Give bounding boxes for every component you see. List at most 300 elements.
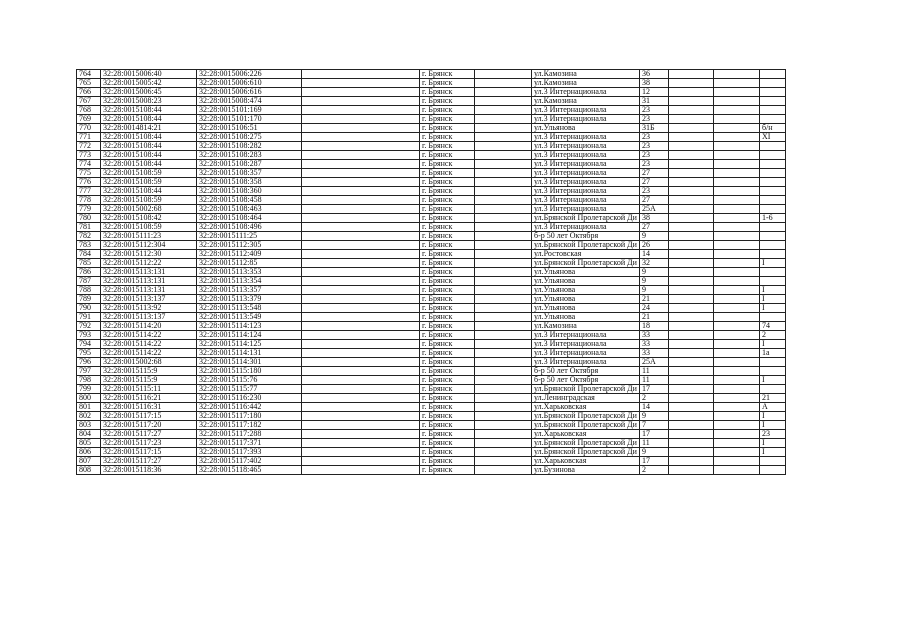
parcel-number-cell: 32:28:0015008:23 <box>101 97 197 106</box>
empty-cell <box>669 421 714 430</box>
street-cell: ул.Брянской Пролетарской Ди <box>532 421 640 430</box>
empty-cell <box>475 250 532 259</box>
extra-cell <box>760 115 786 124</box>
object-number-cell: 32:28:0015008:474 <box>197 97 302 106</box>
empty-cell <box>669 331 714 340</box>
parcel-number-cell: 32:28:0015006:45 <box>101 88 197 97</box>
extra-cell: I <box>760 439 786 448</box>
row-number-cell: 765 <box>77 79 101 88</box>
table-row <box>77 340 786 349</box>
parcel-number-cell: 32:28:0015108:44 <box>101 160 197 169</box>
city-cell: г. Брянск <box>420 295 475 304</box>
street-cell: ул.Брянской Пролетарской Ди <box>532 412 640 421</box>
table-row <box>77 349 786 358</box>
empty-cell <box>475 277 532 286</box>
empty-cell <box>475 223 532 232</box>
empty-cell <box>475 430 532 439</box>
empty-cell <box>714 268 760 277</box>
empty-cell <box>669 169 714 178</box>
empty-cell <box>475 358 532 367</box>
empty-cell <box>302 421 420 430</box>
city-cell: г. Брянск <box>420 232 475 241</box>
empty-cell <box>669 268 714 277</box>
empty-cell <box>669 349 714 358</box>
street-cell: ул.Ростовская <box>532 250 640 259</box>
empty-cell <box>302 133 420 142</box>
row-number-cell: 807 <box>77 457 101 466</box>
city-cell: г. Брянск <box>420 358 475 367</box>
parcel-number-cell: 32:28:0015108:59 <box>101 178 197 187</box>
parcel-number-cell: 32:28:0015114:20 <box>101 322 197 331</box>
empty-cell <box>475 286 532 295</box>
row-number-cell: 783 <box>77 241 101 250</box>
object-number-cell: 32:28:0015114:124 <box>197 331 302 340</box>
parcel-number-cell: 32:28:0015108:59 <box>101 196 197 205</box>
empty-cell <box>669 385 714 394</box>
city-cell: г. Брянск <box>420 214 475 223</box>
extra-cell <box>760 97 786 106</box>
extra-cell: 1-6 <box>760 214 786 223</box>
object-number-cell: 32:28:0015117:180 <box>197 412 302 421</box>
house-number-cell: 26 <box>640 241 669 250</box>
empty-cell <box>475 133 532 142</box>
empty-cell <box>302 187 420 196</box>
city-cell: г. Брянск <box>420 349 475 358</box>
city-cell: г. Брянск <box>420 448 475 457</box>
parcel-number-cell: 32:28:0015112:22 <box>101 259 197 268</box>
parcel-number-cell: 32:28:0015113:131 <box>101 277 197 286</box>
empty-cell <box>302 313 420 322</box>
street-cell: б-р 50 лет Октября <box>532 376 640 385</box>
row-number-cell: 773 <box>77 151 101 160</box>
object-number-cell: 32:28:0015108:275 <box>197 133 302 142</box>
empty-cell <box>475 142 532 151</box>
table-row <box>77 187 786 196</box>
parcel-number-cell: 32:28:0015108:44 <box>101 142 197 151</box>
extra-cell <box>760 358 786 367</box>
city-cell: г. Брянск <box>420 178 475 187</box>
street-cell: ул.3 Интернационала <box>532 106 640 115</box>
parcel-number-cell: 32:28:0015116:31 <box>101 403 197 412</box>
registry-table <box>76 69 786 475</box>
parcel-number-cell: 32:28:0015116:21 <box>101 394 197 403</box>
empty-cell <box>714 124 760 133</box>
empty-cell <box>714 169 760 178</box>
empty-cell <box>302 115 420 124</box>
city-cell: г. Брянск <box>420 376 475 385</box>
table-row <box>77 106 786 115</box>
empty-cell <box>714 133 760 142</box>
city-cell: г. Брянск <box>420 394 475 403</box>
city-cell: г. Брянск <box>420 133 475 142</box>
empty-cell <box>302 241 420 250</box>
empty-cell <box>475 322 532 331</box>
house-number-cell: 23 <box>640 133 669 142</box>
house-number-cell: 23 <box>640 187 669 196</box>
parcel-number-cell: 32:28:0015112:304 <box>101 241 197 250</box>
city-cell: г. Брянск <box>420 466 475 475</box>
table-row <box>77 70 786 79</box>
empty-cell <box>475 232 532 241</box>
extra-cell <box>760 277 786 286</box>
empty-cell <box>669 367 714 376</box>
empty-cell <box>714 79 760 88</box>
table-row <box>77 124 786 133</box>
object-number-cell: 32:28:0015108:287 <box>197 160 302 169</box>
street-cell: ул.Бузинова <box>532 466 640 475</box>
parcel-number-cell: 32:28:0015117:20 <box>101 421 197 430</box>
empty-cell <box>302 403 420 412</box>
house-number-cell: 2 <box>640 394 669 403</box>
city-cell: г. Брянск <box>420 340 475 349</box>
row-number-cell: 779 <box>77 205 101 214</box>
table-row <box>77 250 786 259</box>
city-cell: г. Брянск <box>420 205 475 214</box>
table-row <box>77 205 786 214</box>
house-number-cell: 38 <box>640 79 669 88</box>
empty-cell <box>669 178 714 187</box>
row-number-cell: 805 <box>77 439 101 448</box>
parcel-number-cell: 32:28:0015002:68 <box>101 205 197 214</box>
table-row <box>77 214 786 223</box>
extra-cell <box>760 241 786 250</box>
empty-cell <box>475 205 532 214</box>
object-number-cell: 32:28:0015006:226 <box>197 70 302 79</box>
table-row <box>77 466 786 475</box>
empty-cell <box>475 196 532 205</box>
street-cell: ул.3 Интернационала <box>532 160 640 169</box>
row-number-cell: 776 <box>77 178 101 187</box>
object-number-cell: 32:28:0015113:354 <box>197 277 302 286</box>
row-number-cell: 808 <box>77 466 101 475</box>
empty-cell <box>714 385 760 394</box>
city-cell: г. Брянск <box>420 430 475 439</box>
object-number-cell: 32:28:0015114:301 <box>197 358 302 367</box>
empty-cell <box>714 160 760 169</box>
extra-cell <box>760 169 786 178</box>
empty-cell <box>669 241 714 250</box>
parcel-number-cell: 32:28:0015114:22 <box>101 349 197 358</box>
empty-cell <box>714 106 760 115</box>
empty-cell <box>302 304 420 313</box>
empty-cell <box>475 457 532 466</box>
object-number-cell: 32:28:0015114:123 <box>197 322 302 331</box>
table-row <box>77 160 786 169</box>
row-number-cell: 785 <box>77 259 101 268</box>
house-number-cell: 27 <box>640 169 669 178</box>
house-number-cell: 9 <box>640 448 669 457</box>
extra-cell <box>760 187 786 196</box>
table-row <box>77 448 786 457</box>
house-number-cell: 7 <box>640 421 669 430</box>
street-cell: б-р 50 лет Октября <box>532 232 640 241</box>
row-number-cell: 771 <box>77 133 101 142</box>
street-cell: ул.Ульянова <box>532 295 640 304</box>
object-number-cell: 32:28:0015115:180 <box>197 367 302 376</box>
object-number-cell: 32:28:0015115:77 <box>197 385 302 394</box>
empty-cell <box>475 115 532 124</box>
empty-cell <box>714 448 760 457</box>
house-number-cell: 12 <box>640 88 669 97</box>
object-number-cell: 32:28:0015101:170 <box>197 115 302 124</box>
extra-cell <box>760 142 786 151</box>
empty-cell <box>302 259 420 268</box>
empty-cell <box>475 160 532 169</box>
empty-cell <box>302 268 420 277</box>
city-cell: г. Брянск <box>420 268 475 277</box>
street-cell: ул.3 Интернационала <box>532 340 640 349</box>
row-number-cell: 798 <box>77 376 101 385</box>
city-cell: г. Брянск <box>420 421 475 430</box>
empty-cell <box>475 340 532 349</box>
object-number-cell: 32:28:0015108:458 <box>197 196 302 205</box>
table-row <box>77 430 786 439</box>
object-number-cell: 32:28:0015101:169 <box>197 106 302 115</box>
row-number-cell: 806 <box>77 448 101 457</box>
house-number-cell: 27 <box>640 196 669 205</box>
parcel-number-cell: 32:28:0015118:36 <box>101 466 197 475</box>
empty-cell <box>475 79 532 88</box>
empty-cell <box>302 79 420 88</box>
house-number-cell: 23 <box>640 106 669 115</box>
empty-cell <box>669 214 714 223</box>
empty-cell <box>475 331 532 340</box>
extra-cell: XI <box>760 133 786 142</box>
empty-cell <box>302 430 420 439</box>
row-number-cell: 772 <box>77 142 101 151</box>
empty-cell <box>302 439 420 448</box>
parcel-number-cell: 32:28:0015108:44 <box>101 115 197 124</box>
street-cell: ул.3 Интернационала <box>532 142 640 151</box>
table-row <box>77 169 786 178</box>
empty-cell <box>302 178 420 187</box>
empty-cell <box>475 151 532 160</box>
empty-cell <box>302 367 420 376</box>
city-cell: г. Брянск <box>420 223 475 232</box>
object-number-cell: 32:28:0015108:496 <box>197 223 302 232</box>
empty-cell <box>714 151 760 160</box>
empty-cell <box>475 97 532 106</box>
table-row <box>77 196 786 205</box>
street-cell: ул.3 Интернационала <box>532 88 640 97</box>
street-cell: ул.Ульянова <box>532 124 640 133</box>
street-cell: ул.Брянской Пролетарской Ди <box>532 214 640 223</box>
house-number-cell: 9 <box>640 286 669 295</box>
street-cell: ул.Харьковская <box>532 457 640 466</box>
empty-cell <box>669 430 714 439</box>
extra-cell: А <box>760 403 786 412</box>
street-cell: ул.3 Интернационала <box>532 223 640 232</box>
house-number-cell: 27 <box>640 223 669 232</box>
empty-cell <box>714 466 760 475</box>
empty-cell <box>714 178 760 187</box>
table-row <box>77 394 786 403</box>
street-cell: ул.Брянской Пролетарской Ди <box>532 385 640 394</box>
street-cell: б-р 50 лет Октября <box>532 367 640 376</box>
row-number-cell: 786 <box>77 268 101 277</box>
object-number-cell: 32:28:0015111:25 <box>197 232 302 241</box>
street-cell: ул.3 Интернационала <box>532 115 640 124</box>
empty-cell <box>475 169 532 178</box>
city-cell: г. Брянск <box>420 124 475 133</box>
parcel-number-cell: 32:28:0015005:42 <box>101 79 197 88</box>
table-row <box>77 322 786 331</box>
row-number-cell: 782 <box>77 232 101 241</box>
object-number-cell: 32:28:0015118:465 <box>197 466 302 475</box>
table-row <box>77 439 786 448</box>
empty-cell <box>302 349 420 358</box>
row-number-cell: 774 <box>77 160 101 169</box>
empty-cell <box>714 313 760 322</box>
row-number-cell: 802 <box>77 412 101 421</box>
row-number-cell: 794 <box>77 340 101 349</box>
empty-cell <box>475 304 532 313</box>
object-number-cell: 32:28:0015112:305 <box>197 241 302 250</box>
empty-cell <box>302 196 420 205</box>
empty-cell <box>302 340 420 349</box>
extra-cell <box>760 223 786 232</box>
row-number-cell: 777 <box>77 187 101 196</box>
street-cell: ул.Камозина <box>532 70 640 79</box>
empty-cell <box>669 124 714 133</box>
street-cell: ул.3 Интернационала <box>532 205 640 214</box>
empty-cell <box>302 124 420 133</box>
empty-cell <box>475 448 532 457</box>
street-cell: ул.3 Интернационала <box>532 196 640 205</box>
empty-cell <box>714 223 760 232</box>
house-number-cell: 33 <box>640 340 669 349</box>
table-row <box>77 115 786 124</box>
street-cell: ул.3 Интернационала <box>532 358 640 367</box>
empty-cell <box>302 70 420 79</box>
object-number-cell: 32:28:0015108:463 <box>197 205 302 214</box>
empty-cell <box>302 142 420 151</box>
empty-cell <box>669 304 714 313</box>
street-cell: ул.3 Интернационала <box>532 331 640 340</box>
house-number-cell: 17 <box>640 385 669 394</box>
empty-cell <box>714 241 760 250</box>
extra-cell <box>760 232 786 241</box>
street-cell: ул.Харьковская <box>532 403 640 412</box>
row-number-cell: 768 <box>77 106 101 115</box>
extra-cell: I <box>760 448 786 457</box>
street-cell: ул.Ульянова <box>532 277 640 286</box>
city-cell: г. Брянск <box>420 79 475 88</box>
row-number-cell: 803 <box>77 421 101 430</box>
house-number-cell: 14 <box>640 403 669 412</box>
street-cell: ул.Ульянова <box>532 313 640 322</box>
extra-cell <box>760 313 786 322</box>
object-number-cell: 32:28:0015108:360 <box>197 187 302 196</box>
empty-cell <box>302 412 420 421</box>
object-number-cell: 32:28:0015113:353 <box>197 268 302 277</box>
extra-cell: I <box>760 421 786 430</box>
empty-cell <box>475 178 532 187</box>
empty-cell <box>669 115 714 124</box>
street-cell: ул.3 Интернационала <box>532 169 640 178</box>
street-cell: ул.Брянской Пролетарской Ди <box>532 439 640 448</box>
empty-cell <box>669 448 714 457</box>
row-number-cell: 793 <box>77 331 101 340</box>
street-cell: ул.Ульянова <box>532 304 640 313</box>
empty-cell <box>714 214 760 223</box>
house-number-cell: 21 <box>640 313 669 322</box>
empty-cell <box>302 169 420 178</box>
house-number-cell: 33 <box>640 331 669 340</box>
city-cell: г. Брянск <box>420 106 475 115</box>
empty-cell <box>302 214 420 223</box>
extra-cell <box>760 160 786 169</box>
empty-cell <box>669 187 714 196</box>
empty-cell <box>475 412 532 421</box>
table-row <box>77 286 786 295</box>
empty-cell <box>669 457 714 466</box>
empty-cell <box>669 232 714 241</box>
city-cell: г. Брянск <box>420 250 475 259</box>
object-number-cell: 32:28:0015106:51 <box>197 124 302 133</box>
extra-cell <box>760 268 786 277</box>
empty-cell <box>714 412 760 421</box>
object-number-cell: 32:28:0015117:182 <box>197 421 302 430</box>
empty-cell <box>714 304 760 313</box>
street-cell: ул.Брянской Пролетарской Ди <box>532 241 640 250</box>
table-row <box>77 79 786 88</box>
parcel-number-cell: 32:28:0015108:59 <box>101 169 197 178</box>
parcel-number-cell: 32:28:0015113:92 <box>101 304 197 313</box>
empty-cell <box>714 70 760 79</box>
empty-cell <box>302 88 420 97</box>
row-number-cell: 787 <box>77 277 101 286</box>
table-row <box>77 331 786 340</box>
parcel-number-cell: 32:28:0015111:23 <box>101 232 197 241</box>
city-cell: г. Брянск <box>420 97 475 106</box>
empty-cell <box>475 268 532 277</box>
empty-cell <box>475 313 532 322</box>
parcel-number-cell: 32:28:0015108:42 <box>101 214 197 223</box>
object-number-cell: 32:28:0015113:549 <box>197 313 302 322</box>
table-row <box>77 268 786 277</box>
extra-cell <box>760 196 786 205</box>
extra-cell <box>760 457 786 466</box>
object-number-cell: 32:28:0015117:402 <box>197 457 302 466</box>
table-row <box>77 412 786 421</box>
empty-cell <box>302 277 420 286</box>
city-cell: г. Брянск <box>420 70 475 79</box>
extra-cell: I <box>760 259 786 268</box>
object-number-cell: 32:28:0015116:230 <box>197 394 302 403</box>
parcel-number-cell: 32:28:0015117:15 <box>101 412 197 421</box>
empty-cell <box>475 70 532 79</box>
row-number-cell: 791 <box>77 313 101 322</box>
empty-cell <box>302 160 420 169</box>
house-number-cell: 23 <box>640 160 669 169</box>
house-number-cell: 11 <box>640 367 669 376</box>
street-cell: ул.Камозина <box>532 322 640 331</box>
city-cell: г. Брянск <box>420 385 475 394</box>
extra-cell: 2 <box>760 331 786 340</box>
empty-cell <box>669 466 714 475</box>
extra-cell: I <box>760 376 786 385</box>
table-row <box>77 223 786 232</box>
row-number-cell: 764 <box>77 70 101 79</box>
street-cell: ул.Камозина <box>532 97 640 106</box>
empty-cell <box>714 331 760 340</box>
street-cell: ул.3 Интернационала <box>532 349 640 358</box>
empty-cell <box>475 106 532 115</box>
empty-cell <box>302 322 420 331</box>
empty-cell <box>714 403 760 412</box>
object-number-cell: 32:28:0015117:393 <box>197 448 302 457</box>
